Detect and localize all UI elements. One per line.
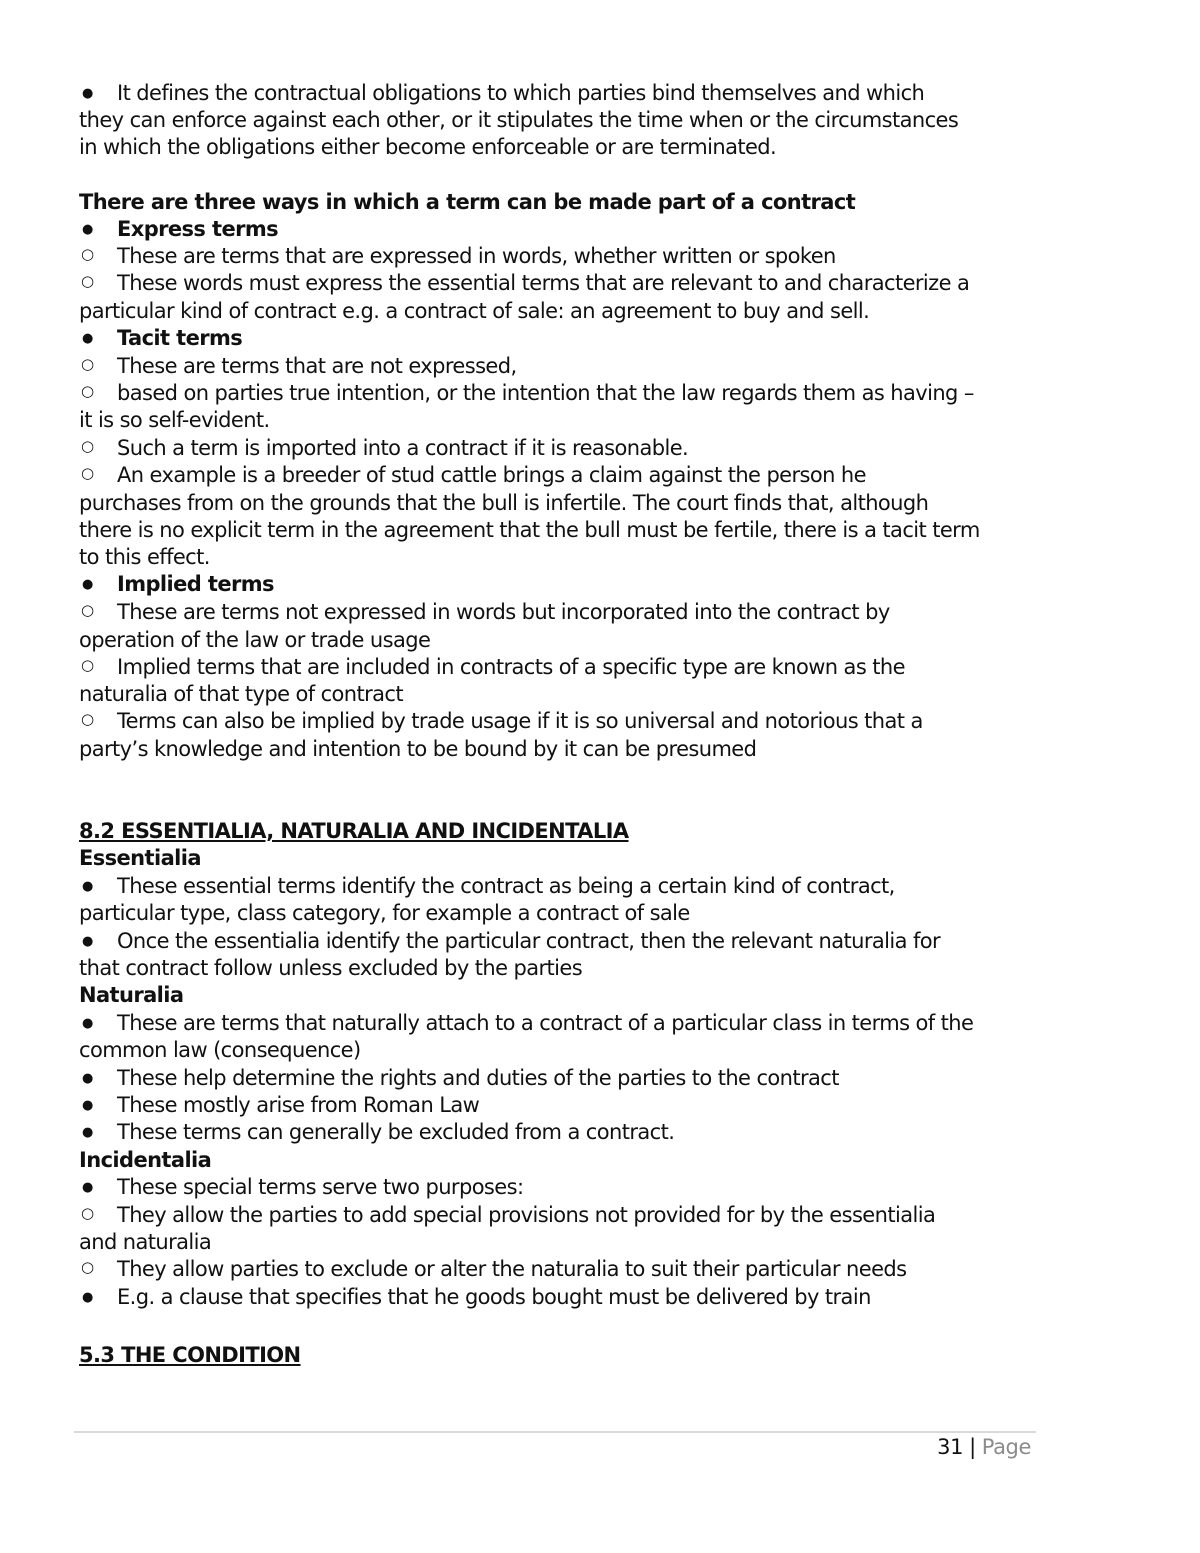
- bullet-marker: [79, 873, 117, 903]
- sub-bullet-item: ○Implied terms that are included in contracts of a specific type are known as the: [79, 654, 1039, 683]
- bullet-item: ●It defines the contractual obligations to which parties bind themselves and which: [79, 80, 1039, 110]
- sub-bullet-marker: [79, 1256, 117, 1285]
- footer-divider: [74, 1431, 1036, 1433]
- bullet-item: ●These terms can generally be excluded from a contract.: [79, 1119, 1039, 1149]
- text-line: purchases from on the grounds that the bull is infertile. The court finds that, although: [79, 491, 929, 515]
- bullet-marker: [79, 1284, 117, 1314]
- sub-bullet-item: ○These words must express the essential terms that are relevant to and characterize a: [79, 270, 1039, 299]
- bullet-marker: [79, 1174, 117, 1204]
- bullet-item: ●These are terms that naturally attach to a contract of a particular class in terms of the: [79, 1010, 1039, 1040]
- bullet-marker: [79, 571, 117, 601]
- section-heading-8-2: 8.2 ESSENTIALIA, NATURALIA AND INCIDENTALIA: [79, 819, 629, 843]
- section-heading-5-3: 5.3 THE CONDITION: [79, 1343, 301, 1367]
- sub-bullet-marker: [79, 243, 117, 272]
- text-line: that contract follow unless excluded by the parties: [79, 956, 583, 980]
- bullet-item: ●E.g. a clause that specifies that he goods bought must be delivered by train: [79, 1284, 1039, 1314]
- text-line: particular type, class category, for example a contract of sale: [79, 901, 690, 925]
- sub-bullet-item: ○These are terms that are expressed in words, whether written or spoken: [79, 243, 1039, 272]
- sub-bullet-item: ○They allow parties to exclude or alter the naturalia to suit their particular needs: [79, 1256, 1039, 1285]
- sub-bullet-item: ○based on parties true intention, or the intention that the law regards them as having –: [79, 380, 1039, 409]
- page-footer: [937, 1434, 1031, 1461]
- text-line: naturalia of that type of contract: [79, 682, 403, 706]
- text-line: and naturalia: [79, 1230, 212, 1254]
- subheading-naturalia: Naturalia: [79, 983, 184, 1007]
- bullet-marker: [79, 325, 117, 355]
- sub-bullet-marker: [79, 708, 117, 737]
- text-line: they can enforce against each other, or it stipulates the time when or the circumstances: [79, 108, 959, 132]
- sub-bullet-marker: [79, 1202, 117, 1231]
- subheading-implied-terms: ●Implied terms: [79, 571, 1039, 601]
- sub-bullet-marker: [79, 599, 117, 628]
- sub-bullet-marker: [79, 270, 117, 299]
- bullet-marker: [79, 1010, 117, 1040]
- sub-bullet-marker: [79, 654, 117, 683]
- bullet-marker: [79, 928, 117, 958]
- sub-bullet-item: ○An example is a breeder of stud cattle brings a claim against the person he: [79, 462, 1039, 491]
- sub-bullet-marker: [79, 462, 117, 491]
- text-line: to this effect.: [79, 545, 210, 569]
- text-line: common law (consequence): [79, 1038, 361, 1062]
- sub-bullet-item: ○These are terms that are not expressed,: [79, 353, 1039, 382]
- sub-bullet-item: ○Terms can also be implied by trade usage if it is so universal and notorious that a: [79, 708, 1039, 737]
- bullet-marker: [79, 1092, 117, 1122]
- bullet-item: ●These help determine the rights and duties of the parties to the contract: [79, 1065, 1039, 1095]
- text-line: party’s knowledge and intention to be bound by it can be presumed: [79, 737, 757, 761]
- bullet-item: ●These special terms serve two purposes:: [79, 1174, 1039, 1204]
- sub-bullet-marker: [79, 380, 117, 409]
- subheading-essentialia: Essentialia: [79, 846, 201, 870]
- section-intro-heading: There are three ways in which a term can be made part of a contract: [79, 190, 856, 214]
- bullet-marker: [79, 1119, 117, 1149]
- sub-bullet-item: ○Such a term is imported into a contract if it is reasonable.: [79, 435, 1039, 464]
- bullet-marker: [79, 80, 117, 110]
- subheading-express-terms: ●Express terms: [79, 216, 1039, 246]
- text-line: it is so self-evident.: [79, 408, 270, 432]
- sub-bullet-item: ○These are terms not expressed in words but incorporated into the contract by: [79, 599, 1039, 628]
- bullet-item: ●Once the essentialia identify the particular contract, then the relevant naturalia for: [79, 928, 1039, 958]
- text-line: operation of the law or trade usage: [79, 628, 431, 652]
- bullet-marker: [79, 216, 117, 246]
- footer-separator: |: [969, 1435, 976, 1459]
- page-label: Page: [981, 1435, 1031, 1459]
- subheading-tacit-terms: ●Tacit terms: [79, 325, 1039, 355]
- bullet-marker: [79, 1065, 117, 1095]
- bullet-item: ●These essential terms identify the contract as being a certain kind of contract,: [79, 873, 1039, 903]
- sub-bullet-item: ○They allow the parties to add special provisions not provided for by the essentialia: [79, 1202, 1039, 1231]
- subheading-incidentalia: Incidentalia: [79, 1148, 212, 1172]
- sub-bullet-marker: [79, 435, 117, 464]
- text-line: in which the obligations either become enforceable or are terminated.: [79, 135, 777, 159]
- bullet-item: ●These mostly arise from Roman Law: [79, 1092, 1039, 1122]
- page-number: 31: [937, 1435, 964, 1459]
- text-line: there is no explicit term in the agreement that the bull must be fertile, there is a tacit term: [79, 518, 980, 542]
- sub-bullet-marker: [79, 353, 117, 382]
- text-line: particular kind of contract e.g. a contract of sale: an agreement to buy and sell.: [79, 299, 870, 323]
